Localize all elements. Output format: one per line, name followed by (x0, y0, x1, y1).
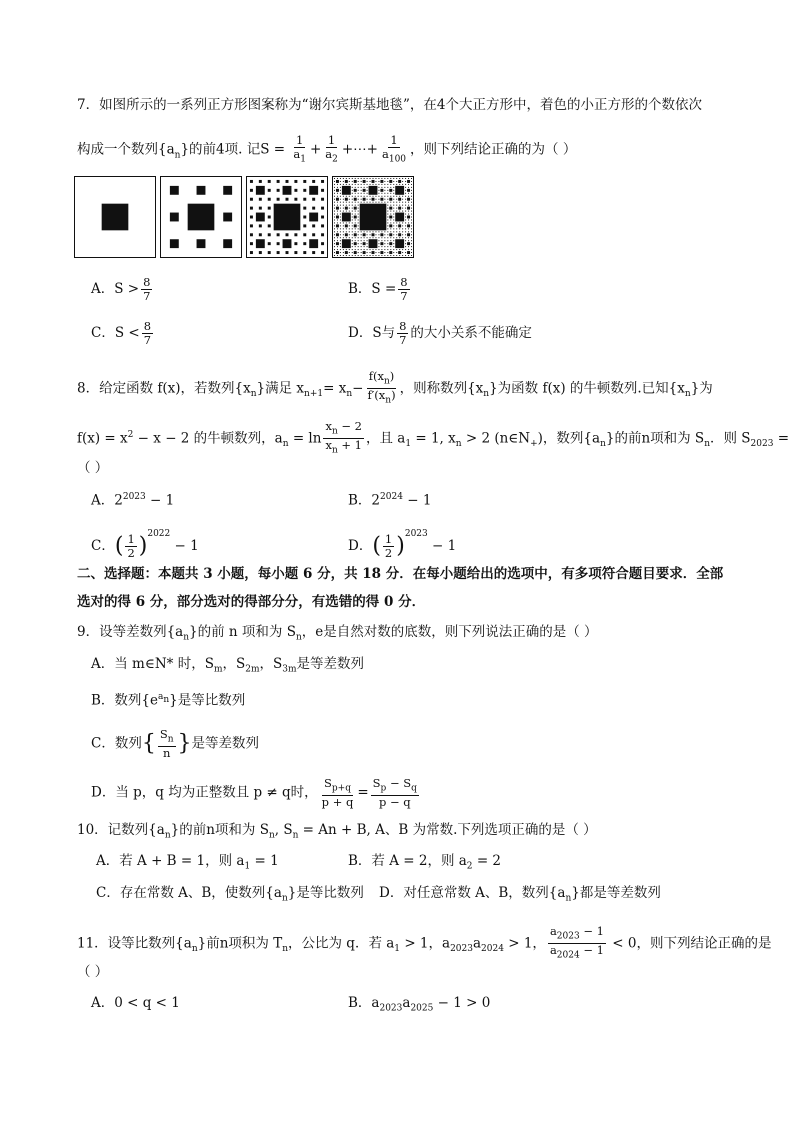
q7-stem-line1: 7．如图所示的一系列正方形图案称为“谢尔宾斯基地毯”，在4个大正方形中，着色的小正方形的个数依次 (77, 97, 702, 113)
section2-heading-line1: 二、选择题：本题共 3 小题，每小题 6 分，共 18 分．在每小题给出的选项中，有多项符合题目要求．全部 (77, 566, 724, 582)
q9-option-a[interactable]: A．当 m∈N* 时，$S_m$，$S_{2m}$，$S_{3m}$是等差数列 (91, 656, 365, 675)
q11-option-a[interactable]: A．0 < q < 1 (91, 995, 180, 1011)
q8-stem-line2: $f(x) = x^2 - x - 2$ 的牛顿数列，$a_n = \ln$ $\frac{x_n - 2}{x_n + 1}$ ，且 $a_1 = 1$, $x_n > 2$ $(n\in N_+)$，数列$\{a_n\}$的前n项和为 $S_n$．则 $S_{2023}$ = (77, 419, 790, 456)
q7-stem-line2: 构成一个数列$\{a_n\}$的前4项. 记S = $\frac{1}{a_1}$ + $\frac{1}{a_2}$ +⋯+ $\frac{1}{a_{100}}$ ，则下列结论正确的为（ ） (77, 133, 577, 165)
q7-option-c[interactable]: C．S < $\frac{8}{7}$ (91, 319, 152, 347)
q9-option-b[interactable]: B．数列$\{e^{a_n}\}$是等比数列 (91, 692, 246, 709)
q10-option-c[interactable]: C．存在常数 A、B，使数列$\{a_n\}$是等比数列 (96, 885, 364, 904)
q10-option-a[interactable]: A．若 A + B = 1，则 $a_1 = 1$ (96, 853, 279, 872)
q11-stem-line1: 11．设等比数列$\{a_n\}$前n项积为 $T_n$，公比为 q．若 $a_1 > 1$，$a_{2023}a_{2024} > 1$， $\frac{a_{2023} - 1}{a_{2024} - 1}$ < 0，则下列结论正确的是 (77, 924, 772, 961)
q8-stem-line3: （ ） (77, 460, 109, 476)
q8-option-d[interactable]: D．( $\frac{1}{2}$ )$^{2023}$ − 1 (348, 529, 457, 560)
q10-stem: 10．记数列$\{a_n\}$的前n项和为 $S_n$, $S_n = An + B$, A、B 为常数.下列选项正确的是（ ） (77, 822, 597, 841)
q8-option-b[interactable]: B．$2^{2024} - 1$ (348, 492, 432, 509)
q8-stem-line1: 8．给定函数 f(x)，若数列$\{x_n\}$满足 $x_{n+1}= x_n-$ $\frac{f(x_n)}{f'(x_n)}$ ，则称数列$\{x_n\}$为函数 f(x) 的牛顿数列.已知$\{x_n\}$为 (77, 369, 713, 406)
q7-option-d[interactable]: D．S与 $\frac{8}{7}$ 的大小关系不能确定 (348, 319, 532, 347)
q9-option-c[interactable]: C．数列{ $\frac{S_n}{n}$ }是等差数列 (91, 727, 260, 761)
q11-option-b[interactable]: B．$a_{2023}a_{2025} - 1 > 0$ (348, 995, 491, 1014)
q10-option-d[interactable]: D．对任意常数 A、B，数列$\{a_n\}$都是等差数列 (379, 885, 661, 904)
q11-stem-line2: （ ） (77, 964, 109, 980)
sierpinski-carpet-3 (246, 176, 328, 258)
sierpinski-carpet-2 (160, 176, 242, 258)
sierpinski-carpet-1 (74, 176, 156, 258)
sierpinski-carpet-4 (332, 176, 414, 258)
q9-option-d[interactable]: D．当 p，q 均为正整数且 p ≠ q时， $\frac{S_{p+q}}{p + q}$ = $\frac{S_p - S_q}{p - q}$ (91, 776, 417, 810)
q10-option-b[interactable]: B．若 A = 2，则 $a_2 = 2$ (348, 853, 502, 872)
q8-option-c[interactable]: C．( $\frac{1}{2}$ )$^{2022}$ − 1 (91, 529, 199, 560)
q7-option-b[interactable]: B．S = $\frac{8}{7}$ (348, 275, 408, 303)
section2-heading-line2: 选对的得 6 分，部分选对的得部分分，有选错的得 0 分． (77, 594, 426, 610)
q7-option-a[interactable]: A．S > $\frac{8}{7}$ (91, 275, 151, 303)
q9-stem: 9．设等差数列$\{a_n\}$的前 n 项和为 $S_n$，e是自然对数的底数，则下列说法正确的是（ ） (77, 624, 598, 643)
q8-option-a[interactable]: A．$2^{2023} - 1$ (91, 492, 175, 509)
